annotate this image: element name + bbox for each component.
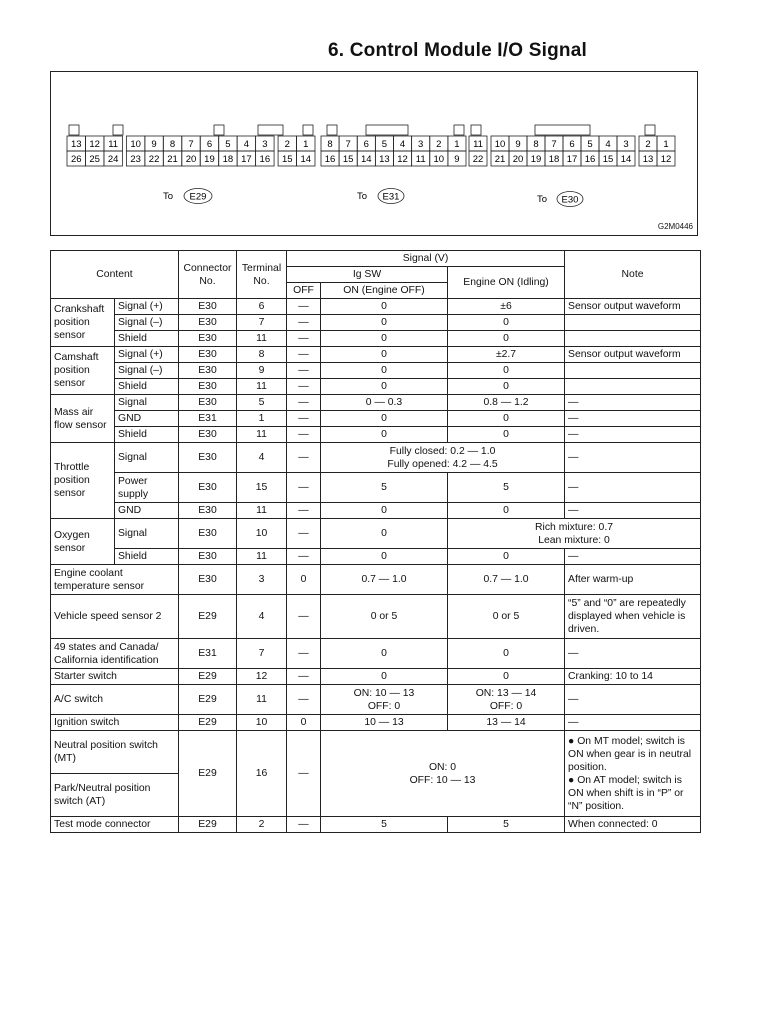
connector-cell: E30	[179, 519, 237, 549]
on-cell: 0	[321, 519, 448, 549]
pin-number: 2	[645, 139, 651, 150]
connector-cell: E30	[179, 331, 237, 347]
note-cell: —	[565, 411, 701, 427]
pin-number: 25	[89, 154, 100, 165]
note-cell	[565, 331, 701, 347]
terminal-cell: 11	[237, 331, 287, 347]
connector-cell: E31	[179, 411, 237, 427]
note-cell: —	[565, 395, 701, 411]
off-cell: —	[287, 549, 321, 565]
table-row	[51, 411, 701, 427]
pin-number: 20	[185, 154, 197, 165]
merged-signal-cell	[321, 731, 565, 817]
note-cell: —	[565, 685, 701, 715]
connector-cell: E29	[179, 595, 237, 639]
note-cell: —	[565, 427, 701, 443]
header-note: Note	[565, 251, 701, 299]
on-cell: 0	[321, 669, 448, 685]
connector-cell: E29	[179, 669, 237, 685]
terminal-cell: 11	[237, 427, 287, 443]
content-cell: Neutral position switch (MT)	[51, 731, 179, 774]
figure-code: G2M0446	[657, 222, 693, 231]
idle-cell: ±6	[448, 299, 565, 315]
note-cell: —	[565, 549, 701, 565]
sub-cell: Signal	[115, 395, 179, 411]
e29-to-label: To	[163, 191, 174, 202]
merged-line-1: Rich mixture: 0.7	[535, 521, 613, 533]
off-cell: —	[287, 379, 321, 395]
connector-e29	[67, 125, 315, 204]
pin-number: 12	[660, 154, 672, 165]
header-terminal: Terminal No.	[237, 251, 287, 299]
sub-cell: Signal (+)	[115, 299, 179, 315]
connector-cell: E30	[179, 503, 237, 519]
merged-line-2: OFF: 10 — 13	[409, 774, 476, 786]
table-row	[51, 427, 701, 443]
note-cell: Cranking: 10 to 14	[565, 669, 701, 685]
connector-e31	[321, 125, 466, 204]
off-cell: —	[287, 427, 321, 443]
pin-number: 14	[361, 154, 372, 165]
merged-signal-cell	[321, 443, 565, 473]
content-cell: A/C switch	[51, 685, 179, 715]
pin-number: 19	[530, 154, 542, 165]
e31-label: E31	[382, 191, 400, 203]
idle-cell: 0	[448, 411, 565, 427]
pin-number: 6	[569, 139, 575, 150]
pin-number: 8	[169, 139, 176, 150]
table-row	[51, 363, 701, 379]
table-row	[51, 565, 701, 595]
connector-cell: E29	[179, 715, 237, 731]
sub-cell: GND	[115, 503, 179, 519]
idle-cell: 0	[448, 503, 565, 519]
connector-cell: E30	[179, 315, 237, 331]
merged-line-2: Lean mixture: 0	[538, 534, 610, 546]
connector-cell: E30	[179, 565, 237, 595]
terminal-cell: 1	[237, 411, 287, 427]
pin-number: 15	[342, 154, 354, 165]
content-cell: Oxygen sensor	[51, 519, 115, 565]
idle-cell: ±2.7	[448, 347, 565, 363]
header-engine-on: Engine ON (Idling)	[448, 267, 565, 299]
pin-number: 17	[241, 154, 252, 165]
e30-to-label: To	[537, 194, 548, 205]
pin-number: 13	[70, 139, 82, 150]
note-cell: —	[565, 443, 701, 473]
off-cell: —	[287, 299, 321, 315]
on-cell: 0	[321, 347, 448, 363]
note-cell: “5” and “0” are repeatedly displayed when vehicle is driven.	[565, 595, 701, 639]
connector-cell: E31	[179, 639, 237, 669]
io-signal-table	[50, 250, 701, 833]
idle-cell: 0	[448, 549, 565, 565]
on-cell: 0	[321, 363, 448, 379]
on-cell: 0	[321, 427, 448, 443]
off-cell: —	[287, 595, 321, 639]
content-cell: Starter switch	[51, 669, 179, 685]
terminal-cell: 16	[237, 731, 287, 817]
connector-drawing	[51, 72, 697, 235]
content-cell: Test mode connector	[51, 817, 179, 833]
off-cell: —	[287, 669, 321, 685]
note-cell: —	[565, 503, 701, 519]
content-cell: Park/Neutral position switch (AT)	[51, 774, 179, 817]
pin-number: 5	[381, 139, 388, 150]
connector-cell: E30	[179, 395, 237, 411]
off-cell: —	[287, 347, 321, 363]
pin-number: 16	[259, 154, 271, 165]
idle-cell	[448, 685, 565, 715]
content-cell: Camshaft position sensor	[51, 347, 115, 395]
table-row	[51, 443, 701, 473]
on-cell: 0	[321, 315, 448, 331]
terminal-cell: 3	[237, 565, 287, 595]
page-title: 6. Control Module I/O Signal	[328, 40, 587, 61]
pin-number: 13	[379, 154, 390, 165]
sub-cell: GND	[115, 411, 179, 427]
header-signal: Signal (V)	[287, 251, 565, 267]
sub-cell: Power supply	[115, 473, 179, 503]
pin-number: 9	[454, 154, 460, 165]
sub-cell: Signal (–)	[115, 363, 179, 379]
connector-cell: E30	[179, 299, 237, 315]
pin-number: 16	[584, 154, 596, 165]
table-row	[51, 299, 701, 315]
content-cell: 49 states and Canada/ California identification	[51, 639, 179, 669]
connector-cell: E30	[179, 443, 237, 473]
idle-cell: 0	[448, 669, 565, 685]
connector-e30	[469, 125, 675, 207]
on-cell	[321, 685, 448, 715]
on-cell: 0 or 5	[321, 595, 448, 639]
note-cell: —	[565, 715, 701, 731]
pin-number: 10	[130, 139, 141, 150]
pin-number: 4	[399, 139, 406, 150]
idle-cell: 0 or 5	[448, 595, 565, 639]
table-row	[51, 379, 701, 395]
merged-line-1: ON: 0	[428, 761, 457, 773]
pin-number: 21	[167, 154, 178, 165]
pin-number: 2	[284, 139, 290, 150]
idle-line-2: OFF: 0	[489, 700, 523, 712]
pin-number: 10	[494, 139, 506, 150]
table-row	[51, 549, 701, 565]
terminal-cell: 8	[237, 347, 287, 363]
table-row	[51, 331, 701, 347]
on-cell: 10 — 13	[321, 715, 448, 731]
connector-cell: E29	[179, 731, 237, 817]
pin-number: 3	[262, 139, 268, 150]
on-cell: 0	[321, 503, 448, 519]
connector-cell: E29	[179, 685, 237, 715]
pin-number: 6	[206, 139, 213, 150]
table-row	[51, 715, 701, 731]
off-cell: —	[287, 639, 321, 669]
note-cell	[565, 363, 701, 379]
on-cell: 0	[321, 331, 448, 347]
terminal-cell: 9	[237, 363, 287, 379]
pin-number: 8	[327, 139, 333, 150]
pin-number: 11	[108, 139, 119, 150]
terminal-cell: 2	[237, 817, 287, 833]
off-cell: 0	[287, 715, 321, 731]
table-row	[51, 639, 701, 669]
header-off: OFF	[287, 283, 321, 299]
pin-number: 1	[454, 139, 460, 150]
pin-number: 5	[225, 139, 231, 150]
connector-cell: E30	[179, 363, 237, 379]
sub-cell: Shield	[115, 379, 179, 395]
table-row	[51, 473, 701, 503]
table-row	[51, 817, 701, 833]
pin-number: 6	[363, 139, 369, 150]
terminal-cell: 4	[237, 595, 287, 639]
pin-number: 5	[587, 139, 593, 150]
note-cell: Sensor output waveform	[565, 347, 701, 363]
connector-cell: E30	[179, 347, 237, 363]
table-row	[51, 685, 701, 715]
table-row	[51, 347, 701, 363]
pin-number: 1	[663, 139, 669, 150]
table-row	[51, 315, 701, 331]
pin-number: 14	[620, 154, 632, 165]
note-cell: Sensor output waveform	[565, 299, 701, 315]
on-cell: 0.7 — 1.0	[321, 565, 448, 595]
pin-number: 3	[418, 139, 424, 150]
merged-line-2: Fully opened: 4.2 — 4.5	[387, 458, 498, 470]
sub-cell: Shield	[115, 331, 179, 347]
table-row	[51, 503, 701, 519]
off-cell: —	[287, 503, 321, 519]
terminal-cell: 12	[237, 669, 287, 685]
sub-cell: Shield	[115, 427, 179, 443]
pin-number: 14	[300, 154, 312, 165]
pin-number: 18	[222, 154, 234, 165]
terminal-cell: 4	[237, 443, 287, 473]
idle-line-1: ON: 13 — 14	[475, 687, 537, 699]
off-cell: —	[287, 315, 321, 331]
off-cell: —	[287, 519, 321, 549]
idle-cell: 0.7 — 1.0	[448, 565, 565, 595]
note-cell: —	[565, 473, 701, 503]
on-cell: 5	[321, 817, 448, 833]
terminal-cell: 10	[237, 519, 287, 549]
on-cell: 0	[321, 379, 448, 395]
on-line-2: OFF: 0	[367, 700, 401, 712]
table-row	[51, 595, 701, 639]
connector-cell: E30	[179, 427, 237, 443]
idle-cell: 0	[448, 331, 565, 347]
idle-cell: 0	[448, 315, 565, 331]
header-ig-sw: Ig SW	[287, 267, 448, 283]
pin-number: 4	[243, 139, 250, 150]
terminal-cell: 11	[237, 503, 287, 519]
e29-label: E29	[189, 191, 207, 203]
pin-number: 16	[324, 154, 336, 165]
off-cell: —	[287, 685, 321, 715]
content-cell: Vehicle speed sensor 2	[51, 595, 179, 639]
connector-diagram	[50, 71, 698, 236]
terminal-cell: 15	[237, 473, 287, 503]
pin-number: 9	[515, 139, 521, 150]
connector-cell: E29	[179, 817, 237, 833]
e31-to-label: To	[357, 191, 368, 202]
on-cell: 0	[321, 549, 448, 565]
off-cell: —	[287, 411, 321, 427]
merged-signal-cell	[448, 519, 701, 549]
idle-cell: 0.8 — 1.2	[448, 395, 565, 411]
pin-number: 15	[602, 154, 614, 165]
sub-cell: Signal	[115, 519, 179, 549]
idle-cell: 5	[448, 473, 565, 503]
pin-number: 21	[494, 154, 506, 165]
pin-number: 17	[566, 154, 578, 165]
note-line-2: ● On AT model; switch is ON when shift is in “P” or “N” position.	[568, 774, 684, 812]
terminal-cell: 11	[237, 549, 287, 565]
pin-number: 7	[188, 139, 194, 150]
terminal-cell: 11	[237, 685, 287, 715]
table-row	[51, 731, 701, 774]
note-cell: After warm-up	[565, 565, 701, 595]
on-cell: 5	[321, 473, 448, 503]
note-cell: When connected: 0	[565, 817, 701, 833]
header-connector: Connector No.	[179, 251, 237, 299]
off-cell: —	[287, 363, 321, 379]
off-cell: —	[287, 817, 321, 833]
content-cell: Throttle position sensor	[51, 443, 115, 519]
on-line-1: ON: 10 — 13	[353, 687, 415, 699]
pin-number: 7	[345, 139, 351, 150]
note-line-1: ● On MT model; switch is ON when gear is in neutral position.	[568, 735, 692, 773]
on-cell: 0	[321, 411, 448, 427]
idle-cell: 0	[448, 363, 565, 379]
content-cell: Mass air flow sensor	[51, 395, 115, 443]
pin-number: 22	[472, 154, 484, 165]
off-cell: —	[287, 395, 321, 411]
pin-number: 19	[204, 154, 215, 165]
note-cell: —	[565, 639, 701, 669]
idle-cell: 13 — 14	[448, 715, 565, 731]
pin-number: 12	[89, 139, 100, 150]
sub-cell: Shield	[115, 549, 179, 565]
pin-number: 20	[512, 154, 524, 165]
merged-line-1: Fully closed: 0.2 — 1.0	[389, 445, 496, 457]
terminal-cell: 10	[237, 715, 287, 731]
pin-number: 24	[107, 154, 119, 165]
pin-number: 7	[551, 139, 557, 150]
off-cell: 0	[287, 565, 321, 595]
idle-cell: 0	[448, 427, 565, 443]
pin-number: 12	[397, 154, 408, 165]
table-row	[51, 669, 701, 685]
note-cell	[565, 731, 701, 817]
pin-number: 15	[282, 154, 293, 165]
pin-number: 10	[433, 154, 445, 165]
connector-cell: E30	[179, 379, 237, 395]
pin-number: 13	[642, 154, 654, 165]
content-cell: Engine coolant temperature sensor	[51, 565, 179, 595]
note-cell	[565, 379, 701, 395]
header-on-engine-off: ON (Engine OFF)	[321, 283, 448, 299]
sub-cell: Signal (+)	[115, 347, 179, 363]
idle-cell: 0	[448, 379, 565, 395]
note-cell	[565, 315, 701, 331]
pin-number: 4	[605, 139, 611, 150]
terminal-cell: 7	[237, 315, 287, 331]
on-cell: 0	[321, 299, 448, 315]
pin-number: 23	[130, 154, 141, 165]
pin-number: 9	[151, 139, 157, 150]
header-content: Content	[51, 251, 179, 299]
off-cell: —	[287, 443, 321, 473]
pin-number: 2	[436, 139, 442, 150]
on-cell: 0	[321, 639, 448, 669]
e30-label: E30	[561, 194, 579, 206]
connector-cell: E30	[179, 549, 237, 565]
on-cell: 0 — 0.3	[321, 395, 448, 411]
pin-number: 22	[148, 154, 160, 165]
terminal-cell: 7	[237, 639, 287, 669]
terminal-cell: 11	[237, 379, 287, 395]
sub-cell: Signal (–)	[115, 315, 179, 331]
terminal-cell: 5	[237, 395, 287, 411]
pin-number: 3	[623, 139, 629, 150]
content-cell: Crankshaft position sensor	[51, 299, 115, 347]
content-cell: Ignition switch	[51, 715, 179, 731]
off-cell: —	[287, 331, 321, 347]
idle-cell: 0	[448, 639, 565, 669]
pin-number: 8	[533, 139, 539, 150]
pin-number: 11	[473, 139, 483, 150]
idle-cell: 5	[448, 817, 565, 833]
connector-cell: E30	[179, 473, 237, 503]
terminal-cell: 6	[237, 299, 287, 315]
pin-number: 26	[70, 154, 82, 165]
off-cell: —	[287, 731, 321, 817]
table-row	[51, 395, 701, 411]
pin-number: 11	[415, 154, 426, 165]
off-cell: —	[287, 473, 321, 503]
table-row	[51, 519, 701, 549]
sub-cell: Signal	[115, 443, 179, 473]
pin-number: 1	[303, 139, 309, 150]
pin-number: 18	[548, 154, 560, 165]
